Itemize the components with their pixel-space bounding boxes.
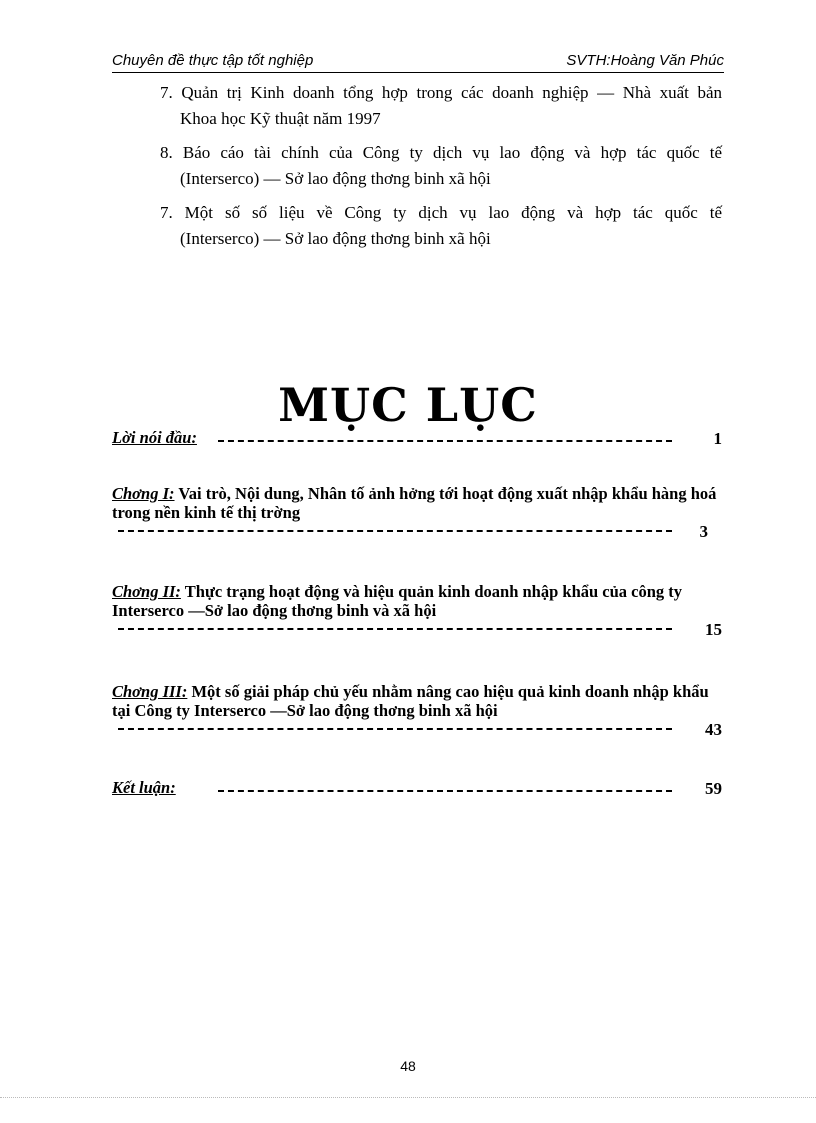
toc-leader-dots [218,790,672,792]
toc-entry-chapter-1[interactable] [112,484,722,548]
toc-entry-chapter-2[interactable] [112,582,722,646]
page-header [112,52,724,73]
toc-entry-title: Một số giải pháp chủ yếu nhằm nâng cao hiệu quả kinh doanh nhập khẩu tại Công ty Interserco —Sở lao động thơng binh xã hội [112,682,709,720]
toc-leader-dots [118,530,672,532]
toc-leader-dots [218,440,672,442]
toc-entry-conclusion[interactable] [112,778,722,804]
toc-entry-title: Vai trò, Nội dung, Nhân tố ảnh hởng tới hoạt động xuất nhập khẩu hàng hoá trong nền kinh tế thị trờng [112,484,717,522]
reference-line: 8. Báo cáo tài chính của Công ty dịch vụ lao động và hợp tác quốc tế [160,143,722,162]
reference-list [160,80,722,260]
reference-line: Khoa học Kỹ thuật năm 1997 [180,109,381,128]
toc-entry-label: Chơng II: [112,582,181,601]
reference-line: 7. Quản trị Kinh doanh tổng hợp trong các doanh nghiệp — Nhà xuất bản [160,83,722,102]
toc-page-number: 3 [699,522,708,541]
header-right: SVTH:Hoàng Văn Phúc [566,52,724,69]
reference-item [160,140,722,192]
toc-entry-label: Chơng I: [112,484,175,503]
reference-line: 7. Một số số liệu về Công ty dịch vụ lao động và hợp tác quốc tế [160,203,722,222]
page-number: 48 [400,1058,416,1074]
toc-page-number: 59 [705,779,722,798]
toc-leader-dots [118,728,672,730]
table-of-contents [112,428,722,798]
reference-item [160,200,722,252]
reference-line: (Interserco) — Sở lao động thơng binh xã hội [180,229,491,248]
reference-item [160,80,722,132]
header-left: Chuyên đề thực tập tốt nghiệp [112,52,314,69]
toc-entry-title: Thực trạng hoạt động và hiệu quản kinh doanh nhập khẩu của công ty Interserco —Sở lao động thơng binh và xã hội [112,582,683,620]
toc-leader-dots [118,628,672,630]
toc-page-number: 1 [713,429,722,448]
page-bottom-divider [0,1097,816,1098]
toc-title: MỤC LỤC [278,378,538,432]
toc-entry-label: Lời nói đầu: [112,428,197,447]
toc-entry-intro[interactable] [112,428,722,454]
toc-entry-label: Kết luận: [112,778,176,797]
toc-page-number: 43 [705,720,722,739]
toc-page-number: 15 [705,620,722,639]
reference-line: (Interserco) — Sở lao động thơng binh xã hội [180,169,491,188]
toc-entry-label: Chơng III: [112,682,188,701]
toc-entry-chapter-3[interactable] [112,682,722,746]
